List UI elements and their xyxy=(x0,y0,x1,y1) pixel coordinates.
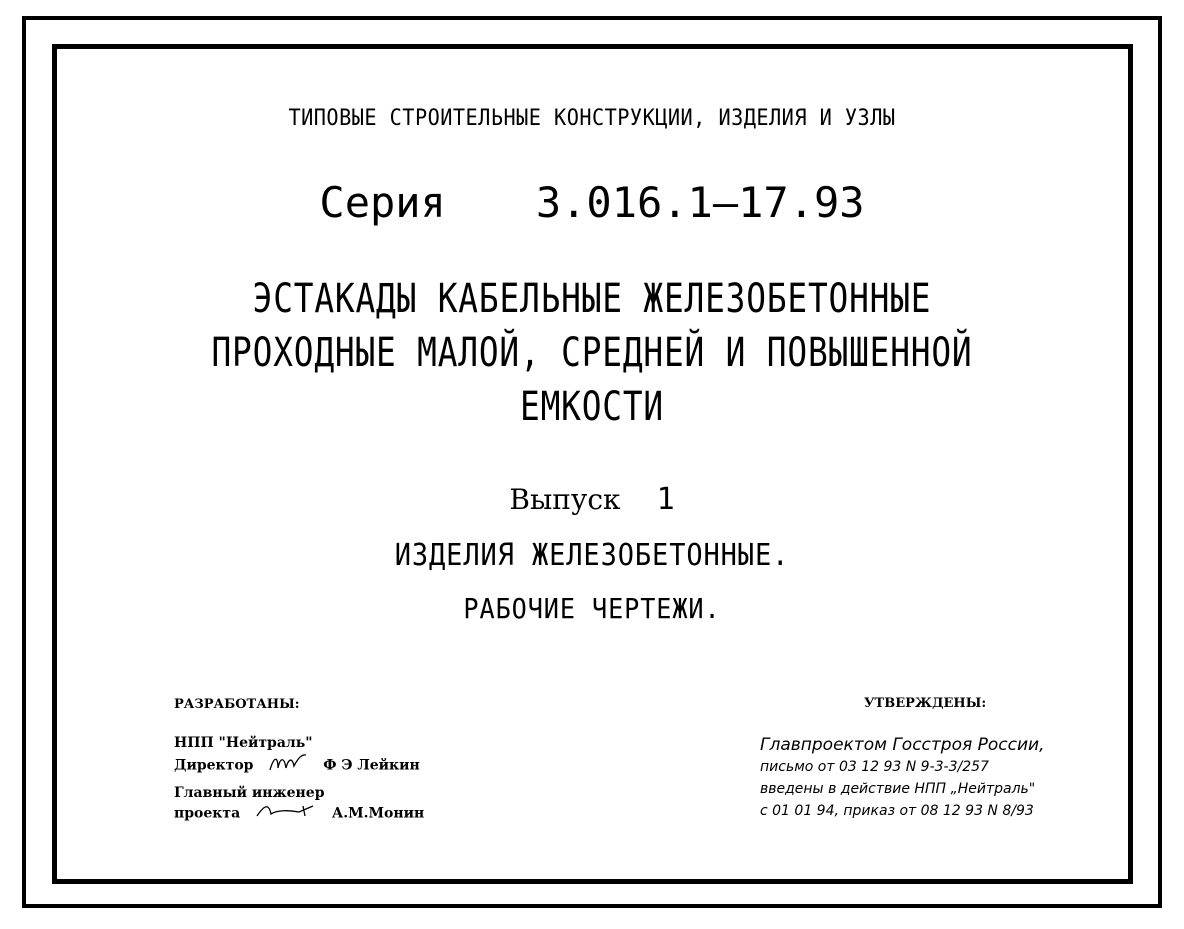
engineer-line xyxy=(174,802,424,825)
title-line-1: ЭСТАКАДЫ КАБЕЛЬНЫЕ ЖЕЛЕЗОБЕТОННЫЕ xyxy=(252,276,932,322)
director-signature xyxy=(268,752,308,779)
title-line-2: ПРОХОДНЫЕ МАЛОЙ, СРЕДНЕЙ И ПОВЫШЕННОЙ xyxy=(211,330,973,376)
approved-line-3: введены в действие НПП „Нейтраль" xyxy=(760,781,1036,797)
engineer-role-line-1: Главный инженер xyxy=(174,785,325,801)
approved-line-1: Главпроектом Госстроя России, xyxy=(760,735,1045,755)
director-role: Директор xyxy=(174,757,254,774)
subtitle-line-2: РАБОЧИЕ ЧЕРТЕЖИ. xyxy=(463,592,721,625)
engineer-signature xyxy=(255,802,317,825)
series-type-header: ТИПОВЫЕ СТРОИТЕЛЬНЫЕ КОНСТРУКЦИИ, ИЗДЕЛИЯ И УЗЛЫ xyxy=(288,106,896,131)
director-line xyxy=(174,752,424,779)
approved-line-2: письмо от 03 12 93 N 9-3-3/257 xyxy=(760,759,989,775)
main-title xyxy=(107,272,1078,434)
developer-org: НПП "Нейтраль" xyxy=(174,735,313,751)
issue-line xyxy=(0,482,1184,517)
series-line xyxy=(0,178,1184,227)
director-name: Ф Э Лейкин xyxy=(323,757,420,774)
engineer-name: А.М.Монин xyxy=(331,805,425,822)
approved-block xyxy=(760,734,1044,822)
approved-line-4: с 01 01 94, приказ от 08 12 93 N 8/93 xyxy=(760,803,1034,819)
issue-label: Выпуск xyxy=(509,483,621,516)
issue-number: 1 xyxy=(656,482,675,517)
series-label: Серия xyxy=(319,178,446,227)
series-number: 3.016.1–17.93 xyxy=(535,178,865,227)
subtitle-line-1: ИЗДЕЛИЯ ЖЕЛЕЗОБЕТОННЫЕ. xyxy=(394,538,790,573)
title-line-3: ЕМКОСТИ xyxy=(520,384,664,430)
developed-block xyxy=(174,696,424,825)
developed-heading: РАЗРАБОТАНЫ: xyxy=(174,697,300,712)
engineer-role-line-2: проекта xyxy=(174,805,241,822)
approved-heading: УТВЕРЖДЕНЫ: xyxy=(864,696,987,711)
